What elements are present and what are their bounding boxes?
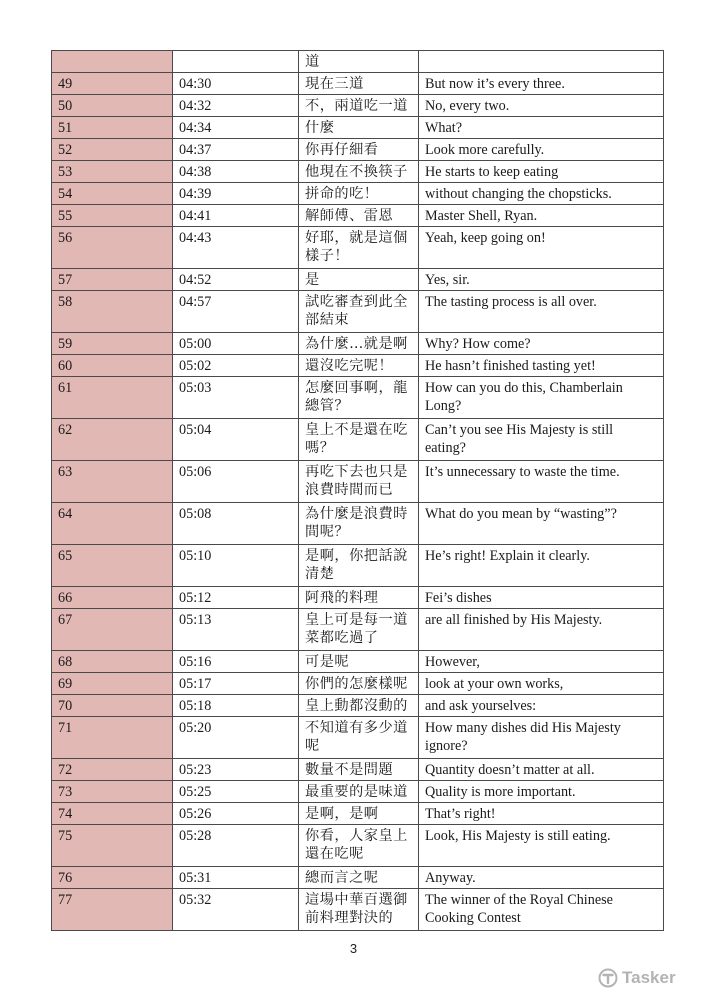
subtitle-rows: [52, 51, 664, 931]
subtitle-row: [52, 291, 664, 333]
english-subtitle-cell: Can’t you see His Majesty is still eating?: [419, 419, 664, 461]
line-number-cell: 70: [52, 695, 173, 717]
line-number-cell: 72: [52, 759, 173, 781]
timecode-cell: 04:41: [173, 205, 299, 227]
timecode-cell: 05:17: [173, 673, 299, 695]
english-subtitle-cell: Why? How come?: [419, 333, 664, 355]
chinese-subtitle-cell: 最重要的是味道: [299, 781, 419, 803]
line-number-cell: 52: [52, 139, 173, 161]
subtitle-row: [52, 587, 664, 609]
subtitle-row: [52, 161, 664, 183]
subtitle-row: [52, 781, 664, 803]
english-subtitle-cell: Master Shell, Ryan.: [419, 205, 664, 227]
line-number-cell: 50: [52, 95, 173, 117]
subtitle-row: [52, 377, 664, 419]
subtitle-row: [52, 333, 664, 355]
timecode-cell: 05:26: [173, 803, 299, 825]
subtitle-row: [52, 651, 664, 673]
timecode-cell: 05:16: [173, 651, 299, 673]
english-subtitle-cell: What do you mean by “wasting”?: [419, 503, 664, 545]
english-subtitle-cell: The tasting process is all over.: [419, 291, 664, 333]
chinese-subtitle-cell: 是啊，是啊: [299, 803, 419, 825]
subtitle-row: [52, 867, 664, 889]
subtitle-row: [52, 609, 664, 651]
timecode-cell: 05:04: [173, 419, 299, 461]
chinese-subtitle-cell: 還沒吃完呢！: [299, 355, 419, 377]
timecode-cell: 04:38: [173, 161, 299, 183]
english-subtitle-cell: However,: [419, 651, 664, 673]
line-number-cell: 61: [52, 377, 173, 419]
chinese-subtitle-cell: 可是呢: [299, 651, 419, 673]
watermark-text: Tasker: [622, 968, 676, 987]
english-subtitle-cell: [419, 51, 664, 73]
english-subtitle-cell: That’s right!: [419, 803, 664, 825]
subtitle-row: [52, 205, 664, 227]
page-number: 3: [349, 941, 358, 956]
subtitle-row: [52, 95, 664, 117]
chinese-subtitle-cell: 他現在不換筷子: [299, 161, 419, 183]
chinese-subtitle-cell: 是啊，你把話說清楚: [299, 545, 419, 587]
chinese-subtitle-cell: 怎麼回事啊，龍總管？: [299, 377, 419, 419]
timecode-cell: 04:32: [173, 95, 299, 117]
line-number-cell: 65: [52, 545, 173, 587]
english-subtitle-cell: The winner of the Royal Chinese Cooking Contest: [419, 889, 664, 931]
line-number-cell: 73: [52, 781, 173, 803]
subtitle-row: [52, 695, 664, 717]
english-subtitle-cell: Yeah, keep going on!: [419, 227, 664, 269]
chinese-subtitle-cell: 解師傅、雷恩: [299, 205, 419, 227]
timecode-cell: 05:08: [173, 503, 299, 545]
chinese-subtitle-cell: 你們的怎麼樣呢: [299, 673, 419, 695]
subtitle-row: [52, 889, 664, 931]
line-number-cell: 67: [52, 609, 173, 651]
chinese-subtitle-cell: 這場中華百選御前料理對決的: [299, 889, 419, 931]
line-number-cell: 74: [52, 803, 173, 825]
line-number-cell: 69: [52, 673, 173, 695]
line-number-cell: 59: [52, 333, 173, 355]
chinese-subtitle-cell: 皇上可是每一道菜都吃過了: [299, 609, 419, 651]
line-number-cell: 51: [52, 117, 173, 139]
subtitle-row: [52, 717, 664, 759]
chinese-subtitle-cell: 不知道有多少道呢: [299, 717, 419, 759]
timecode-cell: 04:30: [173, 73, 299, 95]
line-number-cell: 76: [52, 867, 173, 889]
timecode-cell: 04:52: [173, 269, 299, 291]
timecode-cell: 04:57: [173, 291, 299, 333]
chinese-subtitle-cell: 不，兩道吃一道: [299, 95, 419, 117]
chinese-subtitle-cell: 是: [299, 269, 419, 291]
english-subtitle-cell: Look more carefully.: [419, 139, 664, 161]
subtitle-row: [52, 419, 664, 461]
english-subtitle-cell: look at your own works,: [419, 673, 664, 695]
timecode-cell: 04:34: [173, 117, 299, 139]
line-number-cell: 58: [52, 291, 173, 333]
timecode-cell: 05:10: [173, 545, 299, 587]
subtitle-row: [52, 183, 664, 205]
timecode-cell: 05:06: [173, 461, 299, 503]
timecode-cell: 05:32: [173, 889, 299, 931]
subtitle-row: [52, 803, 664, 825]
subtitle-row: [52, 825, 664, 867]
english-subtitle-cell: How can you do this, Chamberlain Long?: [419, 377, 664, 419]
tasker-watermark: [598, 968, 676, 988]
subtitle-row: [52, 117, 664, 139]
english-subtitle-cell: Yes, sir.: [419, 269, 664, 291]
english-subtitle-cell: But now it’s every three.: [419, 73, 664, 95]
line-number-cell: 75: [52, 825, 173, 867]
english-subtitle-cell: He’s right! Explain it clearly.: [419, 545, 664, 587]
line-number-cell: 64: [52, 503, 173, 545]
chinese-subtitle-cell: 為什麼是浪費時間呢？: [299, 503, 419, 545]
line-number-cell: 54: [52, 183, 173, 205]
timecode-cell: 05:13: [173, 609, 299, 651]
chinese-subtitle-cell: 試吃審查到此全部結束: [299, 291, 419, 333]
line-number-cell: 55: [52, 205, 173, 227]
line-number-cell: 57: [52, 269, 173, 291]
english-subtitle-cell: How many dishes did His Majesty ignore?: [419, 717, 664, 759]
chinese-subtitle-cell: 為什麼…就是啊: [299, 333, 419, 355]
line-number-cell: [52, 51, 173, 73]
subtitle-row: [52, 545, 664, 587]
chinese-subtitle-cell: 總而言之呢: [299, 867, 419, 889]
line-number-cell: 77: [52, 889, 173, 931]
timecode-cell: 04:37: [173, 139, 299, 161]
chinese-subtitle-cell: 現在三道: [299, 73, 419, 95]
chinese-subtitle-cell: 你看，人家皇上還在吃呢: [299, 825, 419, 867]
timecode-cell: 05:23: [173, 759, 299, 781]
chinese-subtitle-cell: 阿飛的料理: [299, 587, 419, 609]
chinese-subtitle-cell: 皇上動都沒動的: [299, 695, 419, 717]
line-number-cell: 62: [52, 419, 173, 461]
english-subtitle-cell: It’s unnecessary to waste the time.: [419, 461, 664, 503]
timecode-cell: 05:00: [173, 333, 299, 355]
chinese-subtitle-cell: 好耶，就是這個樣子！: [299, 227, 419, 269]
subtitle-table: [51, 50, 664, 931]
english-subtitle-cell: Fei’s dishes: [419, 587, 664, 609]
english-subtitle-cell: Quantity doesn’t matter at all.: [419, 759, 664, 781]
chinese-subtitle-cell: 道: [299, 51, 419, 73]
timecode-cell: 05:03: [173, 377, 299, 419]
english-subtitle-cell: No, every two.: [419, 95, 664, 117]
english-subtitle-cell: are all finished by His Majesty.: [419, 609, 664, 651]
chinese-subtitle-cell: 什麼: [299, 117, 419, 139]
chinese-subtitle-cell: 皇上不是還在吃嗎？: [299, 419, 419, 461]
line-number-cell: 53: [52, 161, 173, 183]
english-subtitle-cell: What?: [419, 117, 664, 139]
subtitle-row: [52, 227, 664, 269]
subtitle-row: [52, 73, 664, 95]
timecode-cell: 05:25: [173, 781, 299, 803]
chinese-subtitle-cell: 再吃下去也只是浪費時間而已: [299, 461, 419, 503]
timecode-cell: 05:02: [173, 355, 299, 377]
english-subtitle-cell: Anyway.: [419, 867, 664, 889]
chinese-subtitle-cell: 拼命的吃！: [299, 183, 419, 205]
english-subtitle-cell: Look, His Majesty is still eating.: [419, 825, 664, 867]
english-subtitle-cell: Quality is more important.: [419, 781, 664, 803]
chinese-subtitle-cell: 數量不是問題: [299, 759, 419, 781]
timecode-cell: 04:39: [173, 183, 299, 205]
english-subtitle-cell: without changing the chopsticks.: [419, 183, 664, 205]
timecode-cell: [173, 51, 299, 73]
line-number-cell: 60: [52, 355, 173, 377]
timecode-cell: 05:31: [173, 867, 299, 889]
timecode-cell: 05:28: [173, 825, 299, 867]
timecode-cell: 04:43: [173, 227, 299, 269]
line-number-cell: 63: [52, 461, 173, 503]
chinese-subtitle-cell: 你再仔細看: [299, 139, 419, 161]
subtitle-row: [52, 355, 664, 377]
line-number-cell: 68: [52, 651, 173, 673]
line-number-cell: 49: [52, 73, 173, 95]
line-number-cell: 71: [52, 717, 173, 759]
subtitle-row: [52, 503, 664, 545]
subtitle-row: [52, 673, 664, 695]
subtitle-row: [52, 461, 664, 503]
subtitle-row: [52, 139, 664, 161]
timecode-cell: 05:20: [173, 717, 299, 759]
line-number-cell: 56: [52, 227, 173, 269]
english-subtitle-cell: He starts to keep eating: [419, 161, 664, 183]
english-subtitle-cell: He hasn’t finished tasting yet!: [419, 355, 664, 377]
subtitle-row: [52, 759, 664, 781]
english-subtitle-cell: and ask yourselves:: [419, 695, 664, 717]
line-number-cell: 66: [52, 587, 173, 609]
timecode-cell: 05:18: [173, 695, 299, 717]
subtitle-row: [52, 269, 664, 291]
subtitle-row: [52, 51, 664, 73]
timecode-cell: 05:12: [173, 587, 299, 609]
tasker-logo-icon: [598, 968, 618, 988]
